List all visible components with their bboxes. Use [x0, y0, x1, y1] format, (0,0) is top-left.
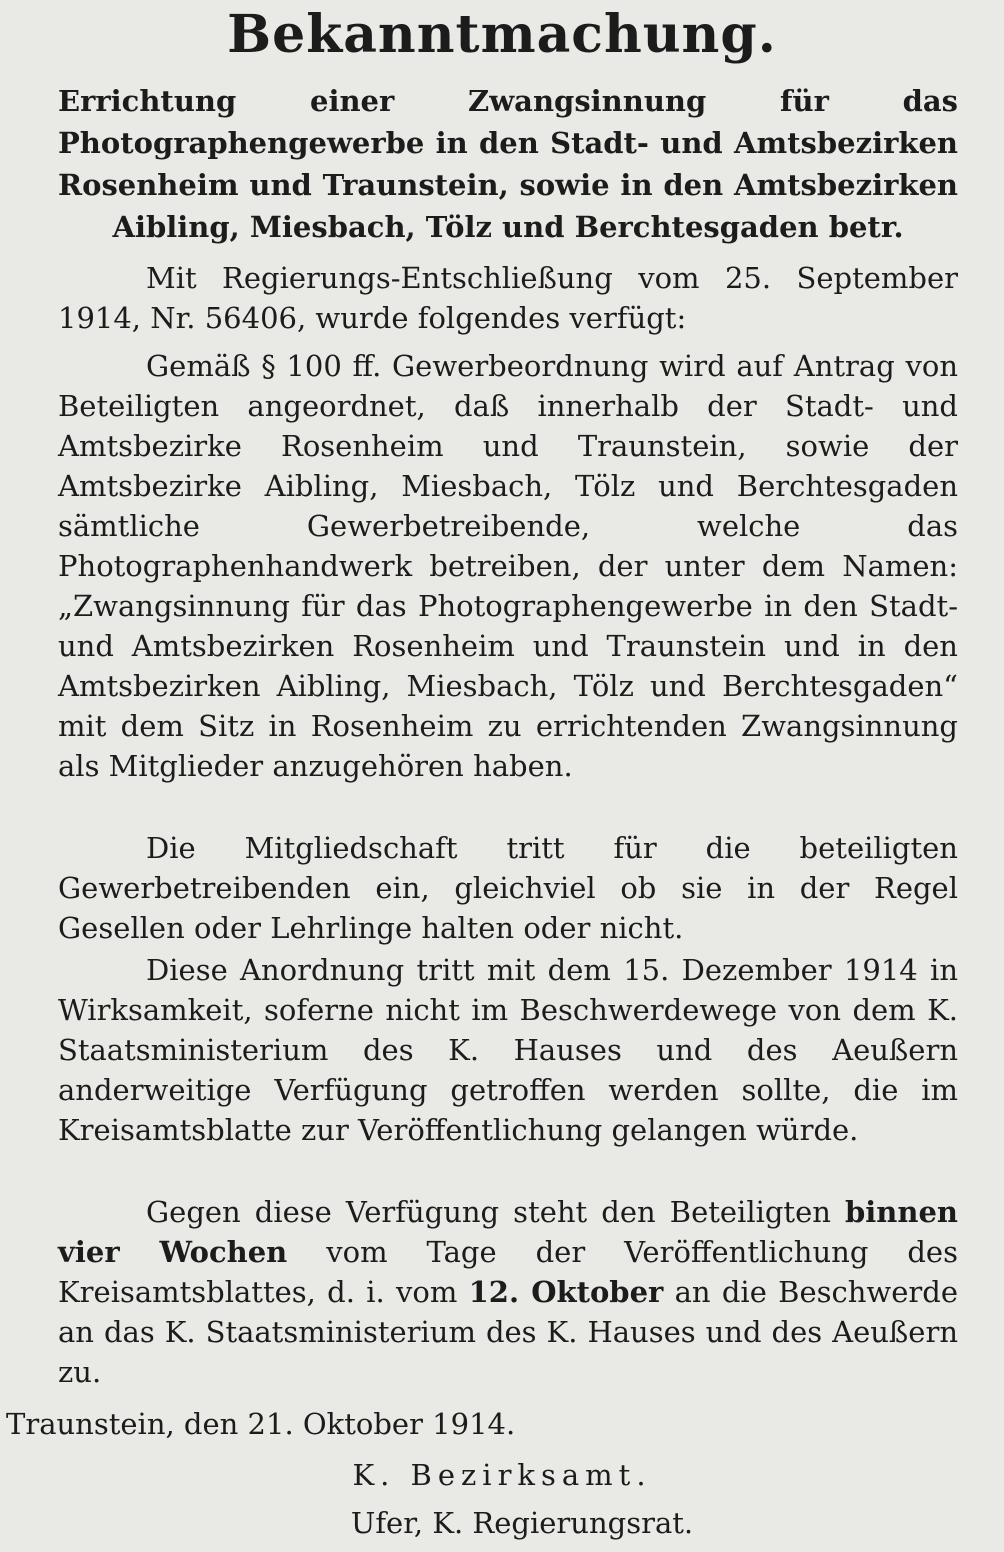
paragraph-decree: Mit Regierungs-Entschließung vom 25. September 1914, Nr. 56406, wurde folgendes verfügt:: [58, 261, 958, 335]
appeal-text-c: vom Tage der Veröffentlichung des Kreisamtsblattes, d. i. vom: [58, 1235, 958, 1309]
signatory: Ufer, K. Regierungsrat.: [350, 1506, 694, 1540]
paragraph-appeal: [58, 1192, 958, 1392]
appeal-text-e: an die Beschwerde an das K. Staatsministerium des K. Hauses und des Aeußern zu.: [58, 1275, 958, 1389]
page-title: Bekanntmachung.: [227, 4, 777, 65]
appeal-date: 12. Oktober: [468, 1275, 664, 1309]
paragraph-order: Gemäß § 100 ff. Gewerbeordnung wird auf Antrag von Beteiligten angeordnet, daß innerhalb der Stadt- und Amtsbezirke Rosenheim und Traunstein, sowie der Amtsbezirke Aibling, Miesbach, Tölz und Berchtesgaden sämtliche Gewerbetreibende, welche das Photographenhandwerk betreiben, der unter dem Namen: „Zwangsinnung für das Photographengewerbe in den Stadt- und Amtsbezirken Rosenheim und Traunstein und in den Amtsbezirken Aibling, Miesbach, Tölz und Berchtesgaden“ mit dem Sitz in Rosenheim zu errichtenden Zwangsinnung als Mitglieder anzugehören haben.: [58, 349, 958, 783]
paragraph-effective-date: Diese Anordnung tritt mit dem 15. Dezember 1914 in Wirksamkeit, soferne nicht im Beschwerdewege von dem K. Staatsministerium des K. Hauses und des Aeußern anderweitige Verfügung getroffen werden sollte, die im Kreisamtsblatte zur Veröffentlichung gelangen würde.: [58, 953, 958, 1147]
dateline: Traunstein, den 21. Oktober 1914.: [6, 1407, 516, 1441]
paragraph-block-1: [58, 258, 958, 338]
paragraph-membership: Die Mitgliedschaft tritt für die beteiligten Gewerbetreibenden ein, gleichviel ob sie in der Regel Gesellen oder Lehrlinge halten oder nicht.: [58, 831, 958, 945]
paragraph-block-4: [58, 950, 958, 1150]
appeal-deadline: binnen vier Wochen: [58, 1195, 958, 1269]
paragraph-block-2: [58, 346, 958, 786]
issuing-authority: K. Bezirksamt.: [352, 1458, 652, 1492]
paragraph-block-5: [58, 1192, 958, 1392]
subject-heading: Errichtung einer Zwangsinnung für das Photographengewerbe in den Stadt- und Amtsbezirken Rosenheim und Traunstein, sowie in den Amtsbezirken Aibling, Miesbach, Tölz und Berchtesgaden betr.: [58, 84, 958, 244]
paragraph-block-3: [58, 828, 958, 948]
appeal-text-a: Gegen diese Verfügung steht den Beteiligten: [146, 1195, 845, 1229]
